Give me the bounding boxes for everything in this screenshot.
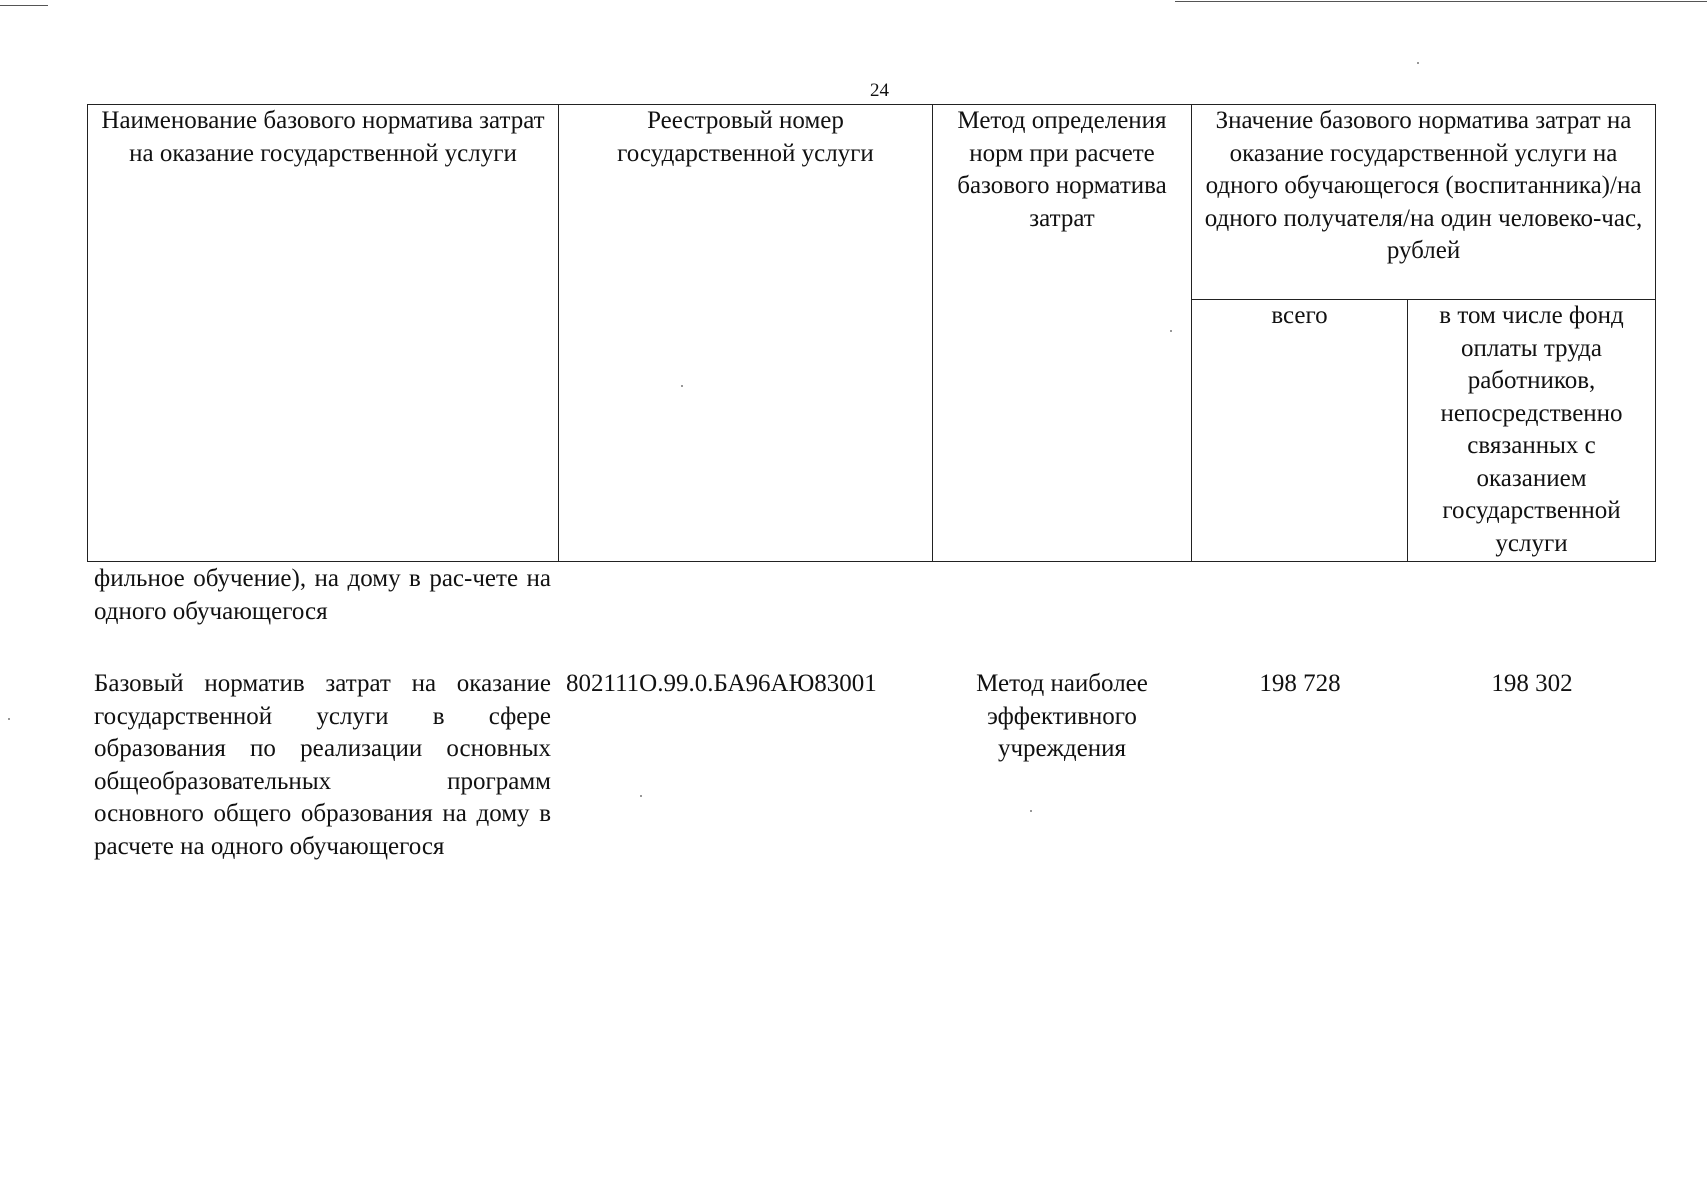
row-registry-number: 802111О.99.0.БА96АЮ83001 (566, 670, 877, 697)
row-method: Метод наиболее эффективного учреждения (976, 670, 1148, 762)
header-value-group (1192, 105, 1656, 300)
scan-speck (8, 718, 10, 720)
table-header (87, 104, 1656, 562)
row-payroll: 198 302 (1491, 670, 1573, 697)
header-name-column (88, 105, 559, 562)
header-registry-column (559, 105, 933, 562)
row-total: 198 728 (1259, 670, 1341, 697)
header-name-label: Наименование базового норматива затрат на оказание государственной услуги (101, 107, 545, 167)
header-method-label: Метод определения норм при расчете базового норматива затрат (957, 107, 1167, 232)
page-number: 24 (870, 80, 889, 101)
top-right-scan-line (1175, 1, 1707, 2)
header-total-label: всего (1271, 302, 1328, 329)
header-total-column (1192, 300, 1408, 562)
top-left-scan-line (0, 5, 48, 6)
header-method-column (933, 105, 1192, 562)
header-value-label: Значение базового норматива затрат на оказание государственной услуги на одного обучающегося (воспитанника)/на одного получателя/на один человеко-час, рублей (1204, 107, 1643, 264)
header-registry-label: Реестровый номер государственной услуги (617, 107, 874, 167)
scan-speck (1417, 62, 1419, 64)
row-name: Базовый норматив затрат на оказание государственной услуги в сфере образования по реализации основных общеобразовательных программ основного общего образования на дому в расчете на одного обучающегося (94, 670, 551, 860)
header-payroll-label: в том числе фонд оплаты труда работников, непосредственно связанных с оказанием государственной услуги (1439, 302, 1624, 557)
scan-speck (640, 795, 642, 797)
continuation-text: фильное обучение), на дому в рас-чете на одного обучающегося (94, 565, 551, 625)
scan-speck (1030, 810, 1032, 812)
header-payroll-column (1408, 300, 1656, 562)
